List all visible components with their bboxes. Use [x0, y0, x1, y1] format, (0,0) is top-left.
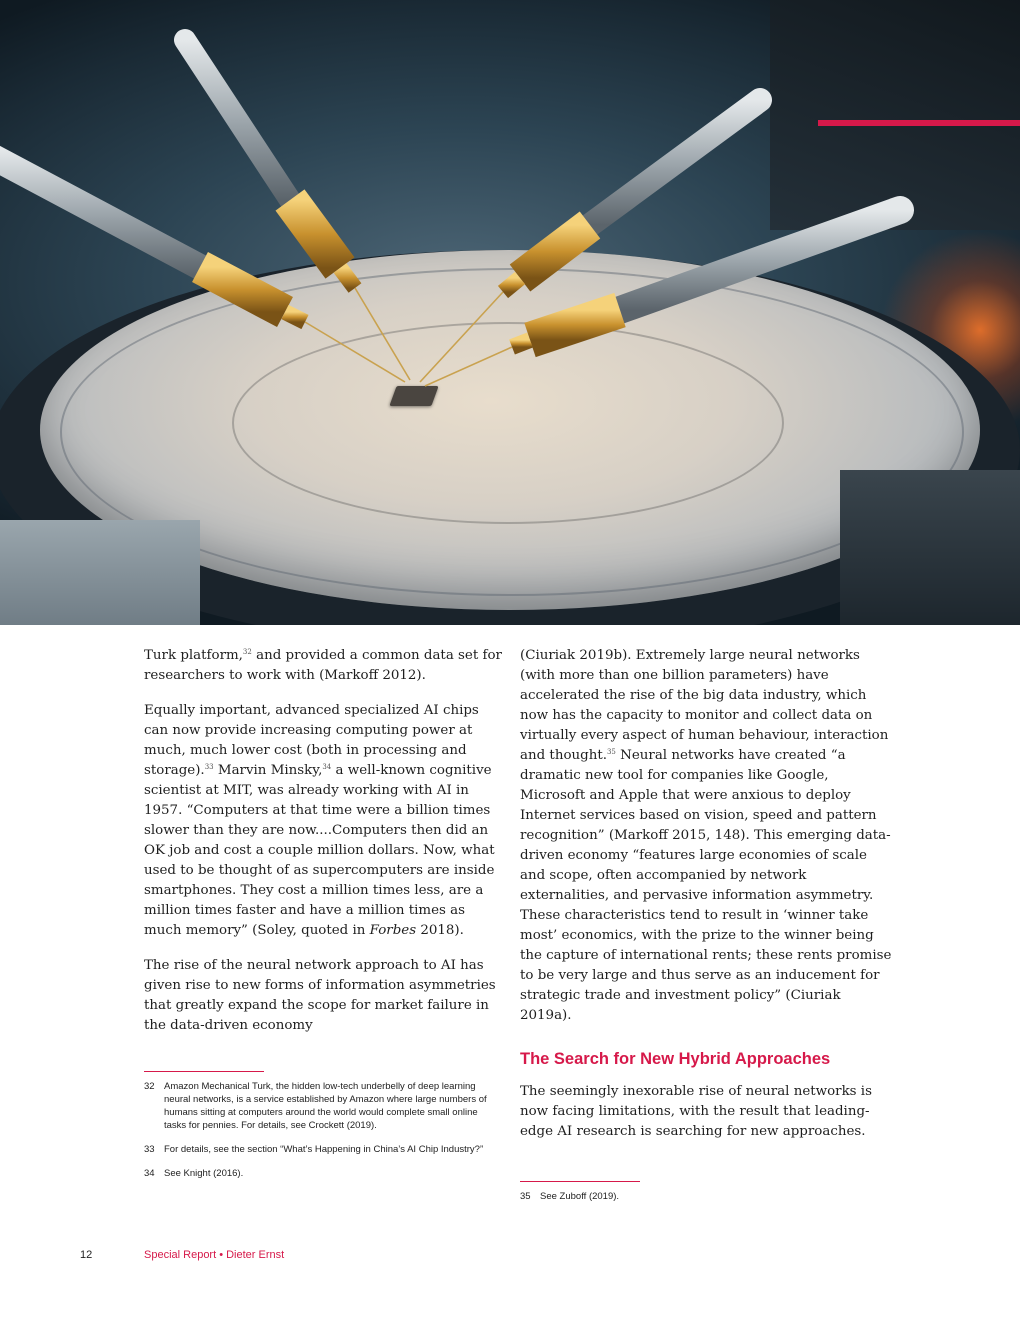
- left-paragraph-1: [144, 646, 504, 686]
- footnote-number: 33: [144, 1144, 155, 1155]
- left-paragraph-2: [144, 701, 504, 941]
- footnote-ref-32: 32: [242, 648, 252, 656]
- text-run: Equally important, advanced specialized AI chips can now provide increasing computing power at much, much lower cost (both in processing and storage).: [144, 703, 479, 778]
- page-number: 12: [80, 1249, 93, 1261]
- section-heading: The Search for New Hybrid Approaches: [520, 1050, 831, 1068]
- text-run: Marvin Minsky,: [213, 763, 323, 778]
- probe-right-lower: [425, 210, 900, 386]
- footnote-33: [144, 1143, 502, 1156]
- left-paragraph-3: The rise of the neural network approach to AI has given rise to new forms of information asymmetries that greatly expand the scope for market failure in the data-driven economy: [144, 958, 496, 1033]
- footnotes-left: [144, 1080, 502, 1191]
- text-run: a well-known cognitive scientist at MIT, was already working with AI in 1957. “Computers at that time were a billion times slower than they are now....Computers then did an OK job and cost a couple million dollars. Now, what used to be thought of as supercomputers are inside smartphones. They cost a million times less, are a million times faster and have a million times as much memory” (Soley, quoted in: [144, 763, 495, 938]
- probe-arms-illustration: [0, 0, 1020, 625]
- text-run: and provided a common data set for researchers to work with (Markoff 2012).: [144, 648, 502, 683]
- hero-photo: [0, 0, 1020, 625]
- right-column: [520, 646, 892, 1157]
- footnote-number: 35: [520, 1191, 531, 1202]
- text-run: (Ciuriak 2019b). Extremely large neural networks (with more than one billion parameters) have accelerated the rise of the big data industry, which now has the capacity to monitor and collect data on virtually every aspect of human behaviour, interaction and thought.: [520, 648, 889, 763]
- footnote-ref-34: 34: [322, 763, 332, 771]
- probe-right-upper: [420, 100, 760, 382]
- footnote-number: 32: [144, 1081, 155, 1092]
- footnote-rule-right: [520, 1181, 640, 1182]
- left-column: [144, 646, 504, 1051]
- footnote-text: Amazon Mechanical Turk, the hidden low-tech underbelly of deep learning neural networks, is a service established by Amazon where large numbers of humans sitting at computers around the world would complete small online tasks for pennies. For details, see Crockett (2019).: [164, 1081, 487, 1131]
- footnote-text: See Knight (2016).: [164, 1168, 244, 1179]
- right-paragraph-1: [520, 646, 892, 1026]
- footnote-34: [144, 1167, 502, 1180]
- italic-source: Forbes: [369, 923, 417, 938]
- accent-bar: [818, 120, 1020, 126]
- text-run: Neural networks have created “a dramatic new tool for companies like Google, Microsoft and Apple that were anxious to deploy Internet services based on vision, speed and pattern recognition” (Markoff 2015, 148). This emerging data-driven economy “features large economies of scale and scope, often accompanied by network externalities, and pervasive information asymmetry. These characteristics tend to result in ‘winner take most’ economics, with the prize to the winner being the capture of international rents; these rents promise to be very large and thus serve as an inducement for strategic trade and investment policy” (Ciuriak 2019a).: [520, 748, 892, 1023]
- footnote-rule-left: [144, 1071, 264, 1072]
- text-run: Turk platform,: [144, 648, 243, 663]
- footnote-ref-35: 35: [606, 748, 616, 756]
- footnote-number: 34: [144, 1168, 155, 1179]
- footnote-ref-33: 33: [204, 763, 214, 771]
- footnote-text: For details, see the section “What’s Happening in China’s AI Chip Industry?”: [164, 1144, 484, 1155]
- text-run: 2018).: [416, 923, 464, 938]
- footer-title: Special Report • Dieter Ernst: [144, 1249, 285, 1261]
- footnotes-right: [520, 1190, 880, 1214]
- footnote-32: [144, 1080, 502, 1132]
- right-paragraph-2: The seemingly inexorable rise of neural networks is now facing limitations, with the result that leading-edge AI research is searching for new approaches.: [520, 1084, 872, 1139]
- probe-left-upper: [185, 40, 410, 380]
- footnote-text: See Zuboff (2019).: [540, 1191, 620, 1202]
- footnote-35: [520, 1190, 880, 1203]
